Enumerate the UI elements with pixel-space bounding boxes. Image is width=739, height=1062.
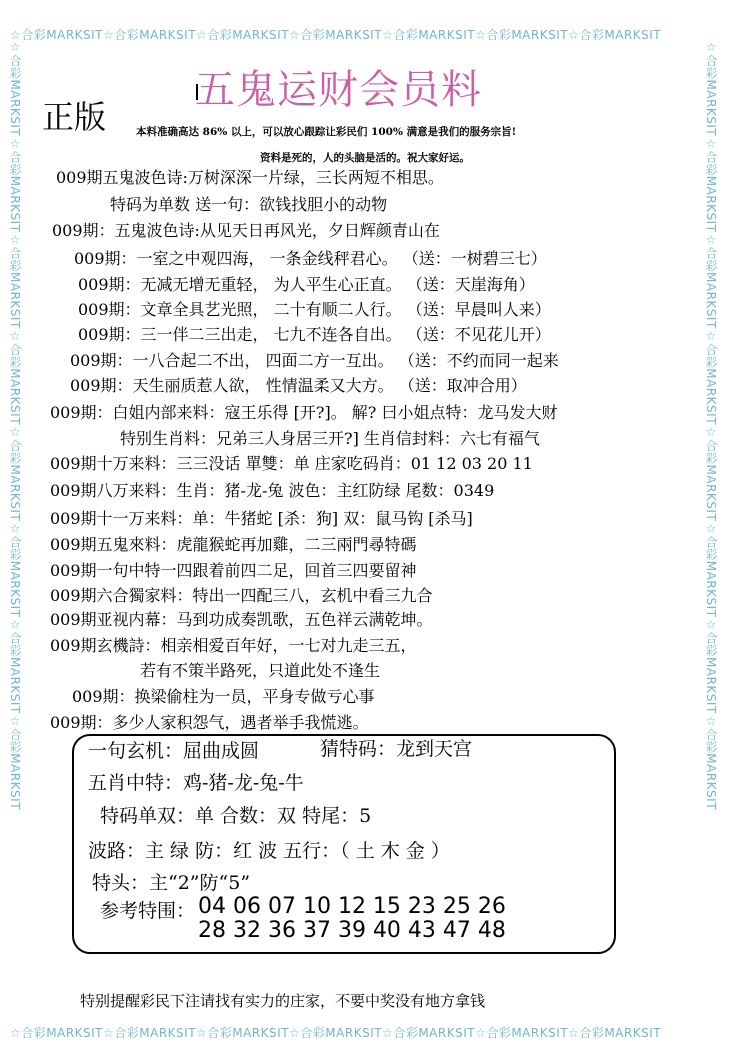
text-line: 若有不策半路死，只道此处不逢生 [140, 661, 381, 680]
text-line: 009期：一八合起二不出， 四面二方一互出。 （送：不约而同一起来 [70, 351, 559, 370]
text-line: 009期：白姐内部来料：寇王乐得 [开?]。 解? 曰小姐点特：龙马发大财 [50, 403, 558, 422]
text-line: 009期十一万来料：单：牛猪蛇 [杀：狗] 双：鼠马钩 [杀马] [50, 509, 473, 528]
text-line: 009期：多少人家积怨气，遇者举手我慌逃。 [50, 713, 369, 732]
slogan-line-1: 本料准确高达 86% 以上，可以放心跟踪让彩民们 100% 满意是我们的服务宗旨! [136, 126, 517, 138]
text-line: 009期一句中特一四跟着前四二足，回首三四要留神 [50, 561, 417, 580]
text-line: 009期：无减无增无重轻， 为人平生心正直。 （送：天崖海角） [78, 275, 535, 294]
footer-notice: 特别提醒彩民下注请找有实力的庄家，不要中奖没有地方拿钱 [80, 992, 486, 1010]
ref-numbers-row-2: 28 32 36 37 39 40 43 47 48 [198, 918, 506, 943]
ref-numbers-row-1: 04 06 07 10 12 15 23 25 26 [198, 894, 506, 919]
text-line: 009期玄機詩：相亲相爱百年好，一七对九走三五， [50, 636, 417, 655]
watermark-bottom: ☆合彩MARKSIT☆合彩MARKSIT☆合彩MARKSIT☆合彩MARKSIT☆合彩MARKSIT☆合彩MARKSIT☆合彩MARKSIT [10, 1026, 662, 1040]
text-line: 009期：三一伴二三出走， 七九不连各自出。 （送：不见花儿开） [78, 325, 551, 344]
text-line: 009期亚视内幕：马到功成奏凯歌，五色祥云满乾坤。 [50, 610, 433, 629]
text-line: 009期五鬼來料：虎龍猴蛇再加雞，二三兩門尋特碼 [50, 535, 417, 554]
text-line: 特码为单数 送一句：欲钱找胆小的动物 [110, 195, 388, 214]
watermark-left: ☆合彩MARKSIT☆合彩MARKSIT☆合彩MARKSIT☆合彩MARKSIT☆合彩MARKSIT☆合彩MARKSIT☆合彩MARKSIT☆合彩MARKSIT [8, 40, 22, 811]
slogan-line-2: 资料是死的，人的头脑是活的。祝大家好运。 [260, 152, 470, 164]
text-line: 009期十万来料：三三没话 單雙：单 庄家吃码肖：01 12 03 20 11 [50, 454, 533, 473]
text-line: 009期八万来料：生肖：猪-龙-兔 波色：主红防绿 尾数：0349 [50, 481, 495, 500]
text-line: 009期：文章全具艺光照， 二十有顺二人行。 （送：早晨叫人来） [78, 300, 551, 319]
authentic-badge: 正版 [42, 98, 107, 136]
wave-line: 波路：主 绿 防：红 波 五行：（ 土 木 金 ） [88, 840, 450, 862]
text-line: 009期：五鬼波色诗:从见天日再风光，夕日辉颜青山在 [52, 221, 440, 240]
odd-even-line: 特码单双：单 合数：双 特尾：5 [100, 805, 372, 827]
ref-label: 参考特围： [100, 900, 196, 922]
text-line: 特别生肖料：兄弟三人身居三开?] 生肖信封料：六七有福气 [120, 429, 540, 448]
text-line: 009期：换梁偷柱为一员，平身专做亏心事 [72, 687, 375, 706]
text-line: 009期：天生丽质惹人欲， 性情温柔又大方。 （送：取冲合用） [70, 376, 527, 395]
text-line: 009期五鬼波色诗:万树深深一片绿，三长两短不相思。 [56, 168, 444, 187]
text-line: 009期：一室之中观四海， 一条金线秤君心。 （送：一树碧三七） [74, 249, 547, 268]
text-line: 009期六合獨家料：特出一四配三八，玄机中看三九合 [50, 586, 433, 605]
page-title: 五鬼运财会员料 [195, 67, 482, 113]
head-line: 特头：主“2”防“5” [92, 872, 251, 894]
guess-line: 猜特码：龙到天宫 [320, 738, 473, 760]
riddle-line: 一句玄机：屈曲成圆 [88, 740, 260, 762]
watermark-top: ☆合彩MARKSIT☆合彩MARKSIT☆合彩MARKSIT☆合彩MARKSIT☆合彩MARKSIT☆合彩MARKSIT☆合彩MARKSIT [10, 28, 662, 42]
watermark-right: ☆合彩MARKSIT☆合彩MARKSIT☆合彩MARKSIT☆合彩MARKSIT☆合彩MARKSIT☆合彩MARKSIT☆合彩MARKSIT☆合彩MARKSIT [704, 40, 718, 811]
five-zodiac-line: 五肖中特：鸡-猪-龙-兔-牛 [88, 772, 304, 794]
